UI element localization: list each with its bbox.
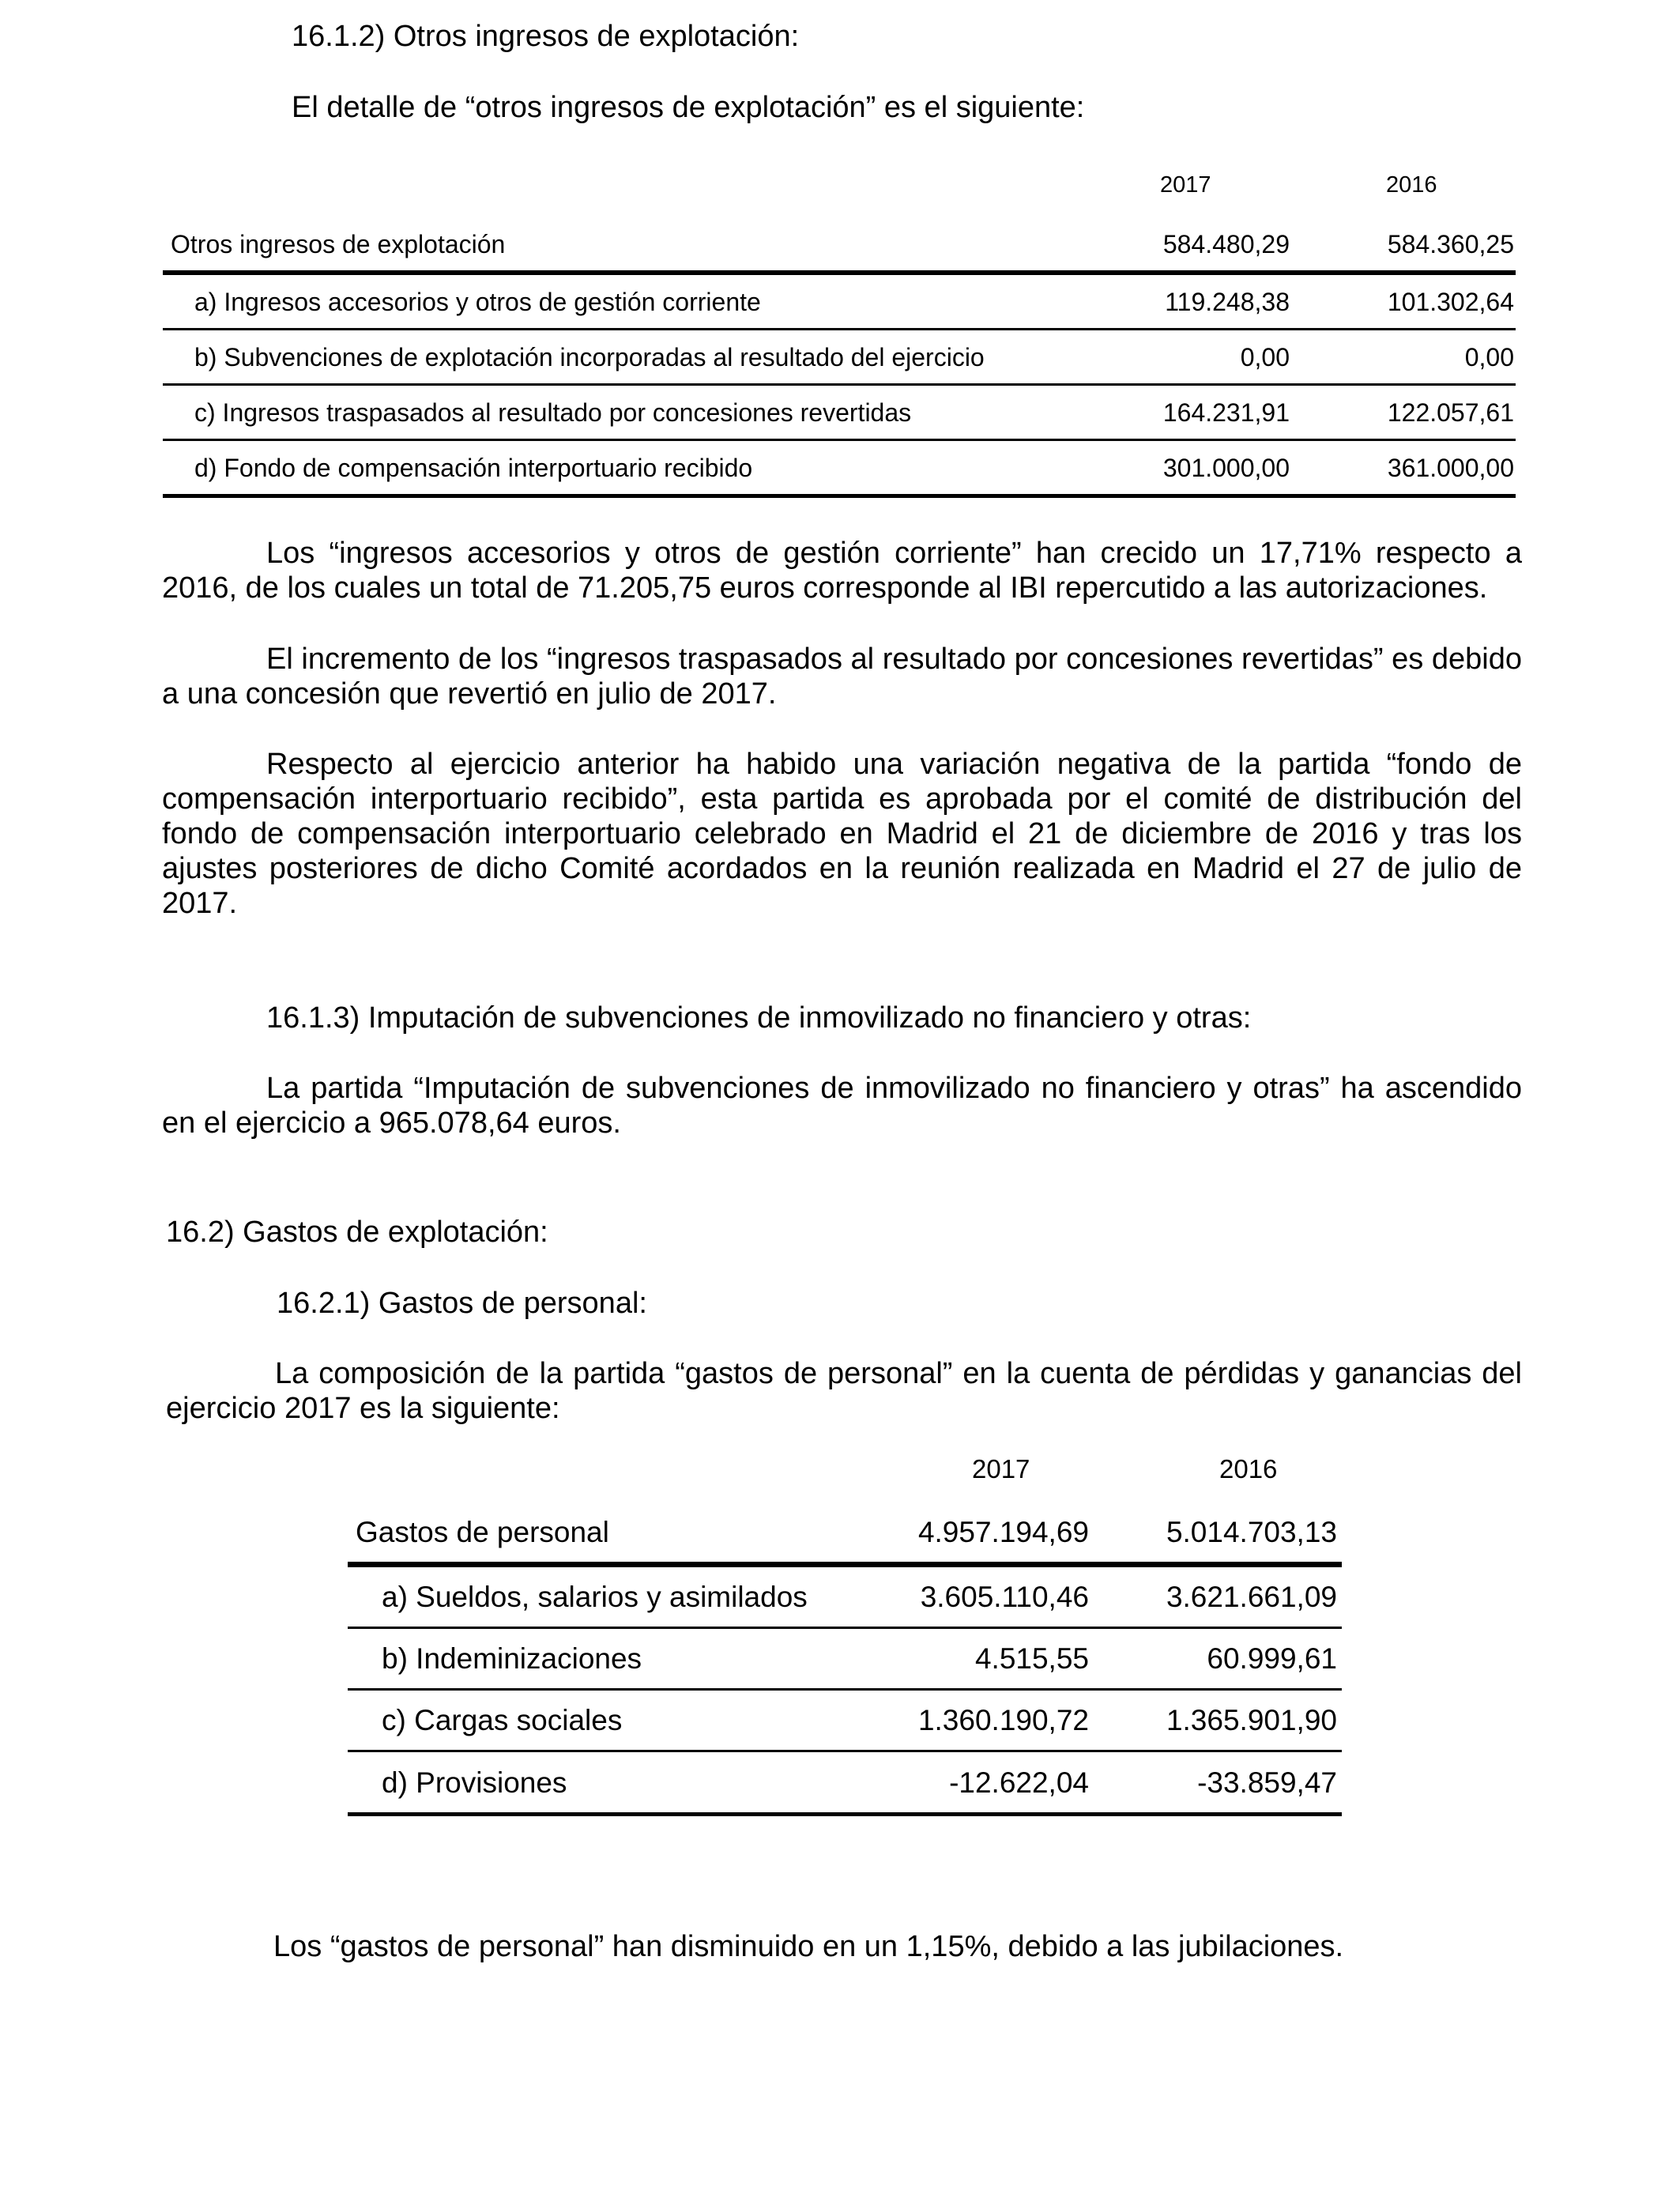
table-intro-text: El detalle de “otros ingresos de explotación” es el siguiente: <box>292 91 1085 124</box>
row-label: b) Subvenciones de explotación incorporadas al resultado del ejercicio <box>194 343 985 371</box>
section-heading-16-1-3: 16.1.3) Imputación de subvenciones de inmovilizado no financiero y otras: <box>266 1001 1252 1035</box>
value-2017: 4.515,55 <box>974 1642 1089 1675</box>
section-heading-16-2: 16.2) Gastos de explotación: <box>166 1216 548 1249</box>
column-header-2017: 2017 <box>972 1454 1030 1483</box>
table-row <box>348 1752 1342 1816</box>
value-2016: 3.621.661,09 <box>1166 1581 1337 1613</box>
value-2016: 60.999,61 <box>1207 1642 1337 1675</box>
paragraph-ingresos-traspasados: El incremento de los “ingresos traspasados al resultado por concesiones revertidas” es debido a una concesión que revertió en julio de 2017. <box>162 643 1522 711</box>
row-label: d) Fondo de compensación interportuario recibido <box>194 454 753 482</box>
value-2016: 1.365.901,90 <box>1166 1704 1337 1736</box>
table-row <box>163 275 1516 330</box>
row-label: Gastos de personal <box>356 1516 609 1548</box>
value-2017: 301.000,00 <box>1162 454 1290 482</box>
value-2016: 101.302,64 <box>1387 288 1514 316</box>
row-label: a) Ingresos accesorios y otros de gestión corriente <box>194 288 761 316</box>
row-label: c) Ingresos traspasados al resultado por concesiones revertidas <box>194 398 912 427</box>
section-heading-16-1-2: 16.1.2) Otros ingresos de explotación: <box>292 20 800 53</box>
value-2017: 164.231,91 <box>1162 398 1290 427</box>
row-label: b) Indeminizaciones <box>382 1642 642 1675</box>
table-total-row <box>163 212 1516 275</box>
value-2017: 3.605.110,46 <box>920 1581 1089 1613</box>
section-heading-16-2-1: 16.2.1) Gastos de personal: <box>277 1287 647 1320</box>
paragraph-ingresos-accesorios: Los “ingresos accesorios y otros de gestión corriente” han crecido un 17,71% respecto a 2016, de los cuales un total de 71.205,75 euros corresponde al IBI repercutido a las autorizaciones. <box>162 537 1522 605</box>
closing-paragraph: Los “gastos de personal” han disminuido en un 1,15%, debido a las jubilaciones. <box>273 1930 1344 1963</box>
paragraph-fondo-compensacion: Respecto al ejercicio anterior ha habido una variación negativa de la partida “fondo de compensación interportuario recibido”, esta partida es aprobada por el comité de distribución del fondo de compensación interportuario celebrado en Madrid el 21 de diciembre de 2016 y tras los ajustes posteriores de dicho Comité acordados en la reunión realizada en Madrid el 27 de julio de 2017. <box>162 748 1522 920</box>
paragraph-imputacion-subvenciones: La partida “Imputación de subvenciones de inmovilizado no financiero y otras” ha ascendido en el ejercicio a 965.078,64 euros. <box>162 1072 1522 1140</box>
value-2016: 0,00 <box>1464 343 1514 371</box>
row-label: Otros ingresos de explotación <box>171 230 506 258</box>
value-2017: 584.480,29 <box>1162 230 1290 258</box>
table-row <box>163 330 1516 386</box>
value-2016: -33.859,47 <box>1197 1766 1337 1799</box>
table-total-row <box>348 1498 1342 1567</box>
column-header-2016: 2016 <box>1386 172 1437 198</box>
value-2016: 122.057,61 <box>1387 398 1514 427</box>
paragraph-composicion-gastos: La composición de la partida “gastos de personal” en la cuenta de pérdidas y ganancias del ejercicio 2017 es la siguiente: <box>166 1357 1522 1425</box>
value-2017: -12.622,04 <box>949 1766 1089 1799</box>
table-row <box>348 1691 1342 1752</box>
row-label: d) Provisiones <box>382 1766 567 1799</box>
value-2017: 0,00 <box>1240 343 1290 371</box>
row-label: a) Sueldos, salarios y asimilados <box>382 1581 808 1613</box>
column-header-2016: 2016 <box>1219 1454 1278 1483</box>
table-row <box>348 1567 1342 1629</box>
value-2017: 1.360.190,72 <box>917 1704 1089 1736</box>
value-2017: 4.957.194,69 <box>917 1516 1089 1548</box>
value-2016: 5.014.703,13 <box>1166 1516 1337 1548</box>
value-2016: 584.360,25 <box>1387 230 1514 258</box>
column-header-2017: 2017 <box>1160 172 1211 198</box>
value-2016: 361.000,00 <box>1387 454 1514 482</box>
table-row <box>163 441 1516 498</box>
table-row <box>163 386 1516 441</box>
value-2017: 119.248,38 <box>1165 288 1290 316</box>
row-label: c) Cargas sociales <box>382 1704 623 1736</box>
table-row <box>348 1629 1342 1691</box>
